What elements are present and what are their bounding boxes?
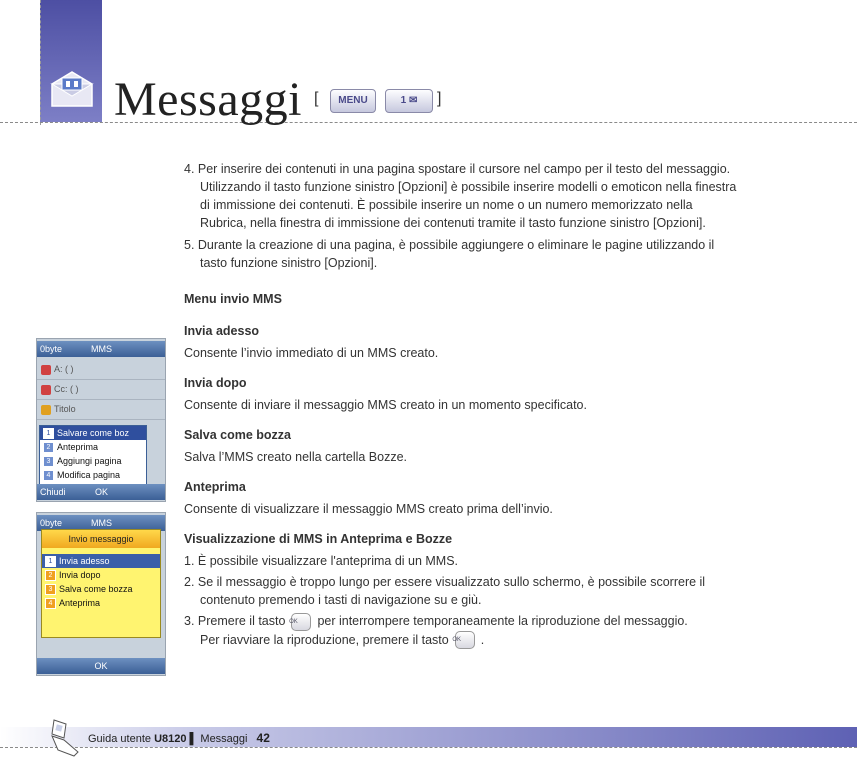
popup-item-invia-adesso[interactable]: 1 Invia adesso — [42, 554, 160, 568]
ok-key-icon: OK — [291, 613, 311, 631]
screen-row-subject: Titolo — [37, 400, 165, 420]
subheading-salva-bozza: Salva come bozza — [184, 428, 291, 442]
footer-divider — [0, 747, 857, 748]
phone-screen-mms-options — [36, 338, 166, 502]
footer-separator: ▌ — [189, 733, 198, 745]
vis-step-2: 2. Se il messaggio è troppo lungo per essere visualizzato sullo schermo, è possibile scorrere il contenuto premendo i tasti di navigazione su e giù. — [184, 575, 706, 607]
section-heading-menu-invio: Menu invio MMS — [184, 292, 282, 306]
screen-soft-keys — [37, 658, 165, 674]
menu-item-modifica[interactable]: 4 Modifica pagina — [40, 468, 146, 482]
page-number: 42 — [256, 731, 270, 745]
title-bracket-open: [ — [314, 90, 319, 107]
ok-key-icon: OK — [455, 631, 475, 649]
footer-section: Messaggi — [200, 733, 248, 745]
message-envelope-icon — [48, 68, 96, 110]
popup-item-invia-dopo[interactable]: 2 Invia dopo — [42, 568, 160, 582]
subject-icon — [41, 405, 51, 415]
vis-step-3: 3. Premere il tasto OK per interrompere temporaneamente la riproduzione del messaggio. Per riavviare la riproduzione, premere il tasto OK . — [184, 612, 804, 649]
soft-key-center[interactable]: OK — [94, 661, 108, 671]
text-invia-dopo: Consente di inviare il messaggio MMS creato in un momento specificato. — [184, 398, 587, 412]
subheading-invia-dopo: Invia dopo — [184, 376, 247, 390]
title-bracket-close: ] — [437, 90, 442, 107]
flip-phone-icon — [48, 718, 82, 758]
screen-soft-keys — [37, 484, 165, 500]
menu-item-anteprima[interactable]: 2 Anteprima — [40, 440, 146, 454]
phone-screen-send-popup — [36, 512, 166, 676]
soft-key-left[interactable]: Chiudi — [40, 487, 66, 497]
header-vertical-guide — [40, 0, 41, 125]
send-message-popup — [41, 529, 161, 638]
main-content — [184, 160, 804, 649]
subheading-anteprima: Anteprima — [184, 480, 246, 494]
page-title: Messaggi — [114, 73, 302, 126]
footer-guide: Guida utente — [88, 733, 151, 745]
options-menu — [39, 425, 147, 485]
text-invia-adesso: Consente l’invio immediato di un MMS creato. — [184, 346, 439, 360]
footer-text — [88, 731, 270, 746]
recipient-icon — [41, 365, 51, 375]
popup-item-anteprima[interactable]: 4 Anteprima — [42, 596, 160, 610]
menu-item-salvare[interactable]: 1 Salvare come boz — [40, 426, 146, 440]
popup-title: Invio messaggio — [42, 530, 160, 548]
text-salva-bozza: Salva l’MMS creato nella cartella Bozze. — [184, 450, 408, 464]
subheading-visualizzazione: Visualizzazione di MMS in Anteprima e Bozze — [184, 532, 453, 546]
screen-status-bar: 0byte MMS — [37, 341, 165, 357]
menu-item-aggiungi[interactable]: 3 Aggiungi pagina — [40, 454, 146, 468]
text-anteprima: Consente di visualizzare il messaggio MMS creato prima dell’invio. — [184, 502, 553, 516]
vis-step-1: 1. È possibile visualizzare l'anteprima di un MMS. — [184, 554, 459, 568]
number-one-key-icon: 1 ✉ — [385, 89, 433, 113]
recipient-icon — [41, 385, 51, 395]
step-5: 5. Durante la creazione di una pagina, è possibile aggiungere o eliminare le pagine utilizzando il tasto funzione sinistro [Opzioni]. — [184, 238, 715, 270]
footer-model: U8120 — [154, 733, 187, 745]
screen-status-bar: 0byte MMS — [37, 515, 165, 531]
screen-row-cc: Cc: ( ) — [37, 380, 165, 400]
popup-item-salva-bozza[interactable]: 3 Salva come bozza — [42, 582, 160, 596]
subheading-invia-adesso: Invia adesso — [184, 324, 260, 338]
menu-key-icon: MENU — [330, 89, 376, 113]
screen-row-to: A: ( ) — [37, 360, 165, 380]
step-4: 4. Per inserire dei contenuti in una pagina spostare il cursore nel campo per il testo del messaggio. Utilizzando il tasto funzione sinistro [Opzioni] è possibile inserire modelli o emoticon nella finestra di immissione dei contenuti. È possibile inserire un nome o un numero memorizzato nella Rubrica, nella finestra di immissione dei contenuti tramite il tasto funzione sinistro [Opzioni]. — [184, 162, 737, 230]
soft-key-center[interactable]: OK — [95, 487, 109, 497]
